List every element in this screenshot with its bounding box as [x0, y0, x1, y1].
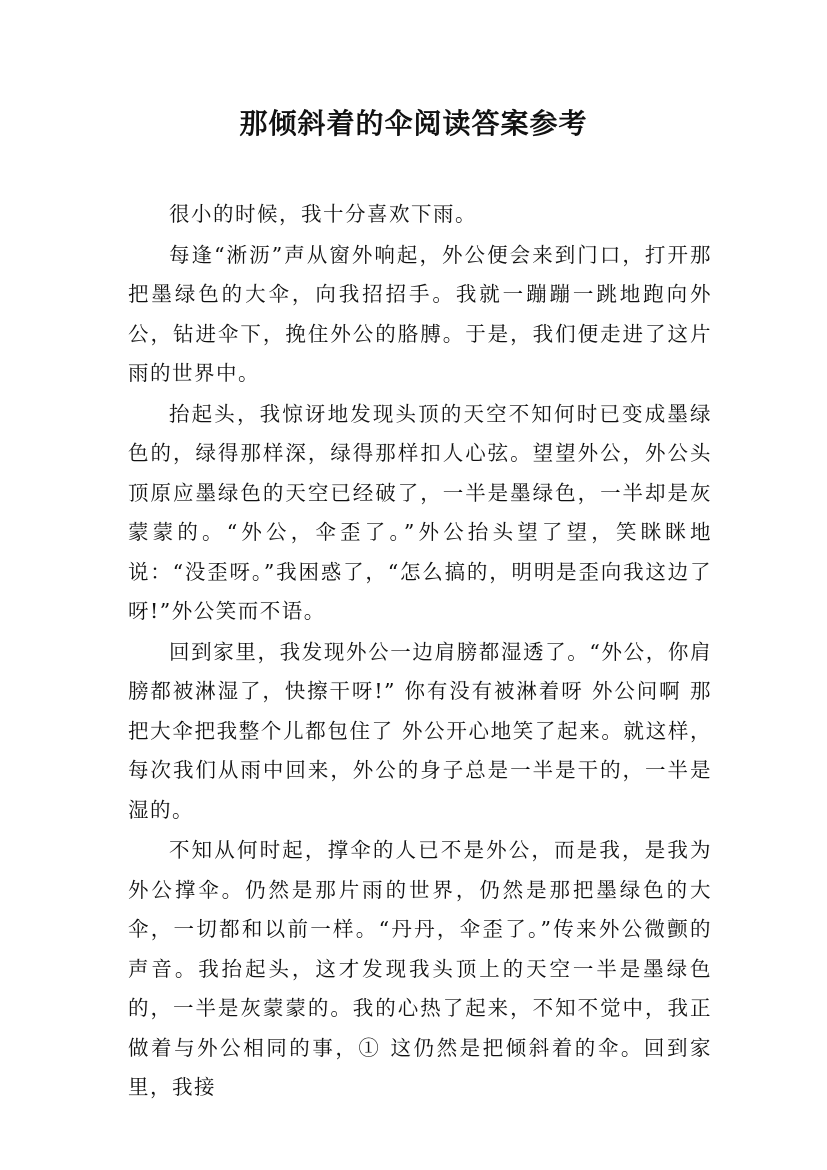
paragraph: 回到家里，我发现外公一边肩膀都湿透了。“外公，你肩膀都被淋湿了，快擦干呀!” 你有没有被淋着呀 外公问啊 那把大伞把我整个儿都包住了 外公开心地笑了起来。就这样，每次我们从雨中回来，外公的身子总是一半是干的，一半是湿的。	[128, 639, 712, 822]
document-title: 那倾斜着的伞阅读答案参考	[239, 107, 588, 140]
paragraph: 每逢“淅沥”声从窗外响起，外公便会来到门口，打开那把墨绿色的大伞，向我招招手。我就一蹦蹦一跳地跑向外公，钻进伞下，挽住外公的胳膊。于是，我们便走进了这片雨的世界中。	[128, 242, 712, 385]
paragraph: 很小的时候，我十分喜欢下雨。	[169, 202, 477, 226]
document-body	[128, 195, 712, 1108]
paragraph: 抬起头，我惊讶地发现头顶的天空不知何时已变成墨绿色的，绿得那样深，绿得那样扣人心弦。望望外公，外公头顶原应墨绿色的天空已经破了，一半是墨绿色，一半却是灰蒙蒙的。“外公，伞歪了。”外公抬头望了望，笑眯眯地说：“没歪呀。”我困惑了，“怎么搞的，明明是歪向我这边了呀!”外公笑而不语。	[128, 401, 712, 623]
paragraph: 不知从何时起，撑伞的人已不是外公，而是我，是我为外公撑伞。仍然是那片雨的世界，仍然是那把墨绿色的大伞，一切都和以前一样。“丹丹，伞歪了。”传来外公微颤的声音。我抬起头，这才发现我头顶上的天空一半是墨绿色的，一半是灰蒙蒙的。我的心热了起来，不知不觉中，我正做着与外公相同的事，① 这仍然是把倾斜着的伞。回到家里，我接	[128, 838, 712, 1099]
